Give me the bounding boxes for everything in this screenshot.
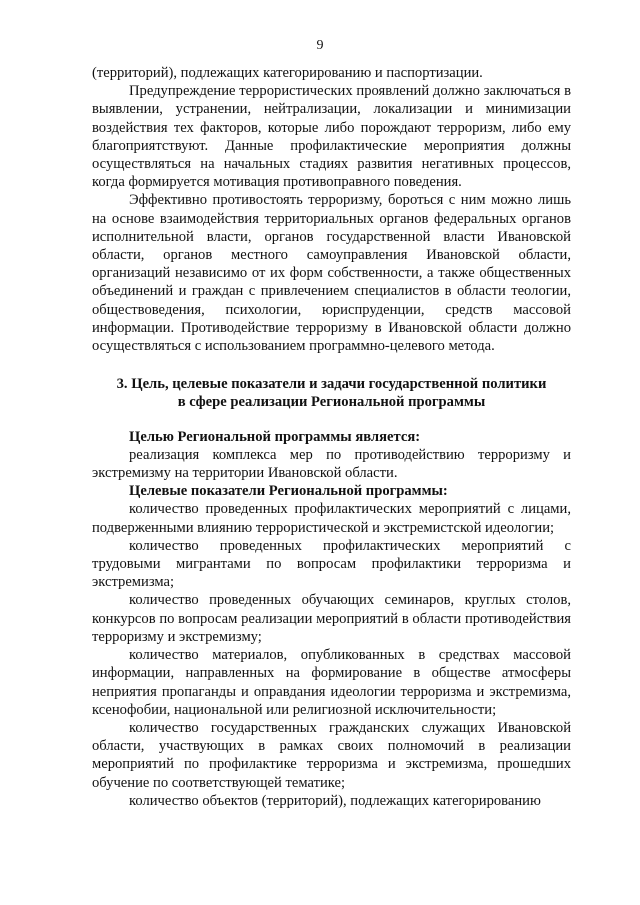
indicator-item: количество проведенных обучающих семинаров, круглых столов, конкурсов по вопросам реализации мероприятий в области противодействия терроризму и экстремизму;: [92, 592, 571, 645]
intro-paragraph-prevention: Предупреждение террористических проявлений должно заключаться в выявлении, устранении, нейтрализации, локализации и минимизации воздействия тех факторов, которые либо порождают терроризм, либо ему благоприятствуют. Данные профилактические мероприятия должны осуществляться на начальных стадиях развития негативных процессов, когда формируется мотивация противоправного поведения.: [92, 83, 571, 191]
intro-paragraph-cooperation: Эффективно противостоять терроризму, бороться с ним можно лишь на основе взаимодействия территориальных органов федеральных органов исполнительной власти, органов государственной власти Ивановской области, органов местного самоуправления Ивановской области, организаций независимо от их форм собственности, а также общественных объединений и граждан с привлечением специалистов в области теологии, обществоведения, психологии, юриспруденции, средств массовой информации. Противодействие терроризму в Ивановской области должно осуществляться с использованием программно-целевого метода.: [92, 192, 571, 355]
indicator-item: количество государственных гражданских служащих Ивановской области, участвующих в рамках своих полномочий в реализации мероприятий по профилактике терроризма и экстремизма, прошедших обучение по соответствующей тематике;: [92, 719, 571, 791]
section-title-line-1: 3. Цель, целевые показатели и задачи государственной политики: [116, 376, 547, 393]
indicator-item: количество материалов, опубликованных в средствах массовой информации, направленных на формирование в обществе атмосферы неприятия пропаганды и оправдания идеологии терроризма и экстремизма, ксенофобии, национальной или религиозной исключительности;: [92, 647, 571, 718]
page-body: [92, 64, 571, 810]
indicator-item: количество проведенных профилактических мероприятий с лицами, подверженными влиянию террористической и экстремистской идеологии;: [92, 501, 571, 536]
intro-paragraph-continuation: (территорий), подлежащих категорированию и паспортизации.: [92, 65, 483, 81]
goal-text: реализация комплекса мер по противодействию терроризму и экстремизму на территории Ивановской области.: [92, 446, 571, 482]
section-title-line-2: в сфере реализации Региональной программы: [177, 394, 486, 411]
indicator-item: количество проведенных профилактических мероприятий с трудовыми мигрантами по вопросам профилактики терроризма и экстремизма;: [92, 537, 571, 591]
page-number: 9: [316, 38, 324, 53]
section-heading: [92, 375, 571, 411]
indicator-item: количество объектов (территорий), подлежащих категорированию: [129, 792, 541, 809]
indicators-label: Целевые показатели Региональной программы:: [129, 483, 448, 500]
goal-label: Целью Региональной программы является:: [129, 428, 421, 445]
